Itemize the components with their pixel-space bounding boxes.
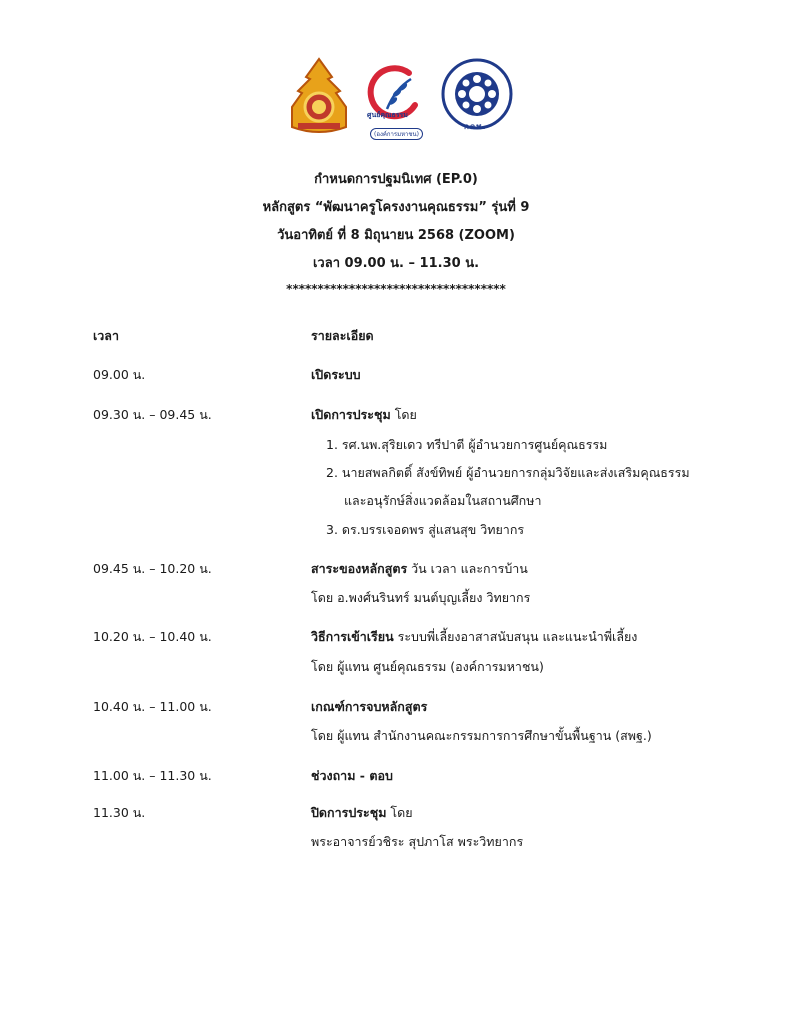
schedule-suffix: ระบบพี่เลี้ยงอาสาสนับสนุน และแนะนำพี่เลี้ยง [393,629,638,644]
course-name: หลักสูตร “พัฒนาครูโครงงานคุณธรรม” รุ่นที่ 9 [262,200,530,215]
schedule-title: สาระของหลักสูตร [311,561,408,576]
ministry-seal-logo [288,57,350,137]
schedule-title: เกณฑ์การจบหลักสูตร [311,699,428,714]
schedule-suffix: วัน เวลา และการบ้าน [407,561,528,576]
schedule-time: 09.30 น. – 09.45 น. [93,407,212,422]
schedule-detail-line: โดย อ.พงศ์นรินทร์ มนต์บุญเลี้ยง วิทยากร [311,590,531,605]
moral-center-logo [365,54,425,136]
schedule-title: เปิดการประชุม [311,407,391,422]
event-time: เวลา 09.00 น. – 11.30 น. [312,256,480,271]
schedule-item [311,803,413,823]
schedule-suffix: โดย [390,407,417,422]
schedule-detail-line: โดย ผู้แทน ศูนย์คุณธรรม (องค์การมหาชน) [311,659,544,674]
schedule-item [311,559,528,579]
schedule-time: 10.40 น. – 11.00 น. [93,699,212,714]
schedule-detail-line: 3. ดร.บรรเจอดพร สู่แสนสุข วิทยากร [326,522,525,537]
doc-title: กำหนดการปฐมนิเทศ (EP.0) [314,172,478,187]
schedule-title: เปิดระบบ [311,367,361,382]
schedule-item [311,627,637,647]
schedule-time: 09.45 น. – 10.20 น. [93,561,212,576]
schedule-suffix: โดย [386,805,413,820]
schedule-item [311,697,427,717]
schedule-time: 11.00 น. – 11.30 น. [93,768,212,783]
moral-center-label: ศูนย์คุณธรรม [367,111,408,119]
schedule-detail-line: และอนุรักษ์สิ่งแวดล้อมในสถานศึกษา [344,493,542,508]
column-detail-heading: รายละเอียด [311,328,374,343]
kps-label: กคพ. [464,122,487,131]
column-time-heading: เวลา [93,328,119,343]
schedule-title: ช่วงถาม - ตอบ [311,768,393,783]
schedule-detail-line: 2. นายสพลกิตติ์ สังข์ทิพย์ ผู้อำนวยการกลุ่มวิจัยและส่งเสริมคุณธรรม [326,465,690,480]
divider-stars: *********************************** [286,282,506,296]
schedule-time: 10.20 น. – 10.40 น. [93,629,212,644]
schedule-item [311,405,417,425]
moral-center-sublabel: (องค์การมหาชน) [370,128,423,140]
event-date: วันอาทิตย์ ที่ 8 มิถุนายน 2568 (ZOOM) [277,228,515,243]
schedule-item [311,766,393,786]
schedule-detail-line: 1. รศ.นพ.สุริยเดว ทรีปาตี ผู้อำนวยการศูนย์คุณธรรม [326,437,608,452]
schedule-detail-line: พระอาจารย์วชิระ สุปภาโส พระวิทยากร [311,834,524,849]
schedule-time: 09.00 น. [93,367,146,382]
schedule-item [311,365,361,385]
schedule-detail-line: โดย ผู้แทน สำนักงานคณะกรรมการการศึกษาขั้นพื้นฐาน (สพฐ.) [311,728,652,743]
schedule-title: ปิดการประชุม [311,805,387,820]
schedule-time: 11.30 น. [93,805,146,820]
schedule-title: วิธีการเข้าเรียน [311,629,394,644]
